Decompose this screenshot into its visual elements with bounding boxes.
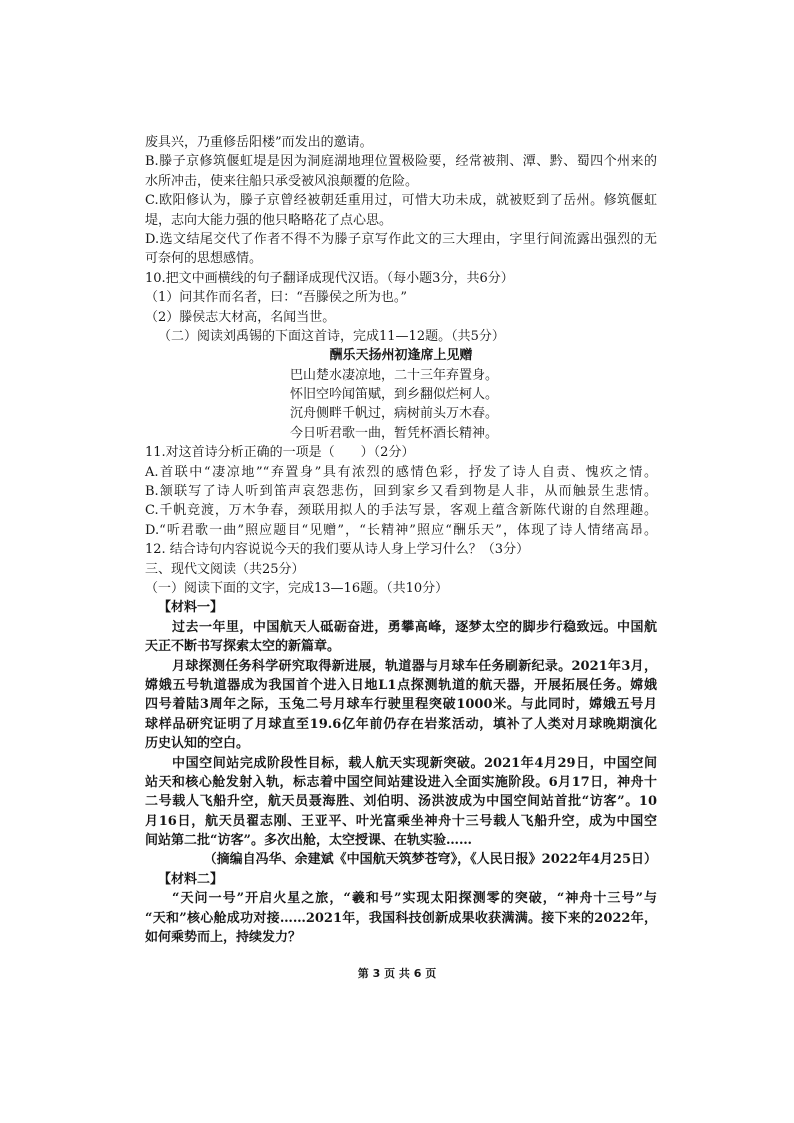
q9-option-d-line: D.选文结尾交代了作者不得不为滕子京写作此文的三大理由，字里行间流露出强烈的无 xyxy=(145,231,657,247)
q9-option-c-line: 堤，志向大能力强的他只略略花了点心思。 xyxy=(145,212,393,228)
q9-option-a-continuation: 废具兴，乃重修岳阳楼”而发出的邀请。 xyxy=(145,135,373,150)
q11-option-c: C.千帆竞渡，万木争春，颈联用拟人的手法写景，客观上蕴含新陈代谢的自然理趣。 xyxy=(145,503,657,519)
material1-p3-line: 中国空间站完成阶段性目标，载人航天实现新突破。2021年4月29日，中国空间 xyxy=(172,755,657,771)
part3-heading: 三、现代文阅读（共25分） xyxy=(145,561,305,577)
poem-line: 沉舟侧畔千帆过，病树前头万木春。 xyxy=(290,406,499,422)
material1-p1-line: 天正不断书写探索太空的新篇章。 xyxy=(145,639,341,655)
material1-p2-line: 月球探测任务科学研究取得新进展，轨道器与月球车任务刷新纪录。2021年3月， xyxy=(172,658,657,674)
part3-subheading: （一）阅读下面的文字，完成13—16题。（共10分） xyxy=(145,580,449,596)
material1-label: 【材料一】 xyxy=(158,600,224,616)
q11-option-d: D.“听君歌一曲”照应题目“见赠”，“长精神”照应“酬乐天”，体现了诗人情绪高昂。 xyxy=(145,522,657,538)
material2-label: 【材料二】 xyxy=(158,871,224,887)
material1-p3-line: 月16日，航天员翟志刚、王亚平、叶光富乘坐神舟十三号载人飞船升空，成为中国空 xyxy=(145,813,657,829)
material1-p3-line: 间站第二批“访客”。多次出舱，太空授课、在轨实验…… xyxy=(145,833,472,849)
material2-p1-line: 如何乘势而上，持续发力？ xyxy=(145,930,302,946)
material1-p2-line: 历史认知的空白。 xyxy=(145,736,250,752)
q11-option-a: A.首联中“凄凉地”“弃置身”具有浓烈的感情色彩，抒发了诗人自责、愧疚之情。 xyxy=(145,464,657,480)
q11-option-b: B.颔联写了诗人听到笛声哀怨悲伤，回到家乡又看到物是人非，从而触景生悲情。 xyxy=(145,484,657,500)
material1-p2-line: 嫦娥五号轨道器成为我国首个进入日地L1点探测轨道的航天器，开展拓展任务。嫦娥 xyxy=(145,677,657,693)
material2-p1-line: “天和”核心舱成功对接……2021年，我国科技创新成果收获满满。接下来的2022年， xyxy=(145,910,657,926)
q11-stem: 11.对这首诗分析正确的一项是（ ）（2分） xyxy=(145,445,415,461)
material1-source: （摘编自冯华、余建斌《中国航天筑梦苍穹》，《人民日报》2022年4月25日） xyxy=(203,852,657,868)
material2-p1-line: “天问一号”开启火星之旅，“羲和号”实现太阳探测零的突破，“神舟十三号”与 xyxy=(172,891,657,907)
q10-subquestion-1: （1）问其作而名者，曰：“吾滕侯之所为也。” xyxy=(145,290,408,306)
q9-option-b-line: B.滕子京修筑偃虹堤是因为洞庭湖地理位置极险要，经常被荆、潭、黔、蜀四个州来的 xyxy=(145,154,657,170)
page-body xyxy=(145,133,657,947)
q9-option-d-line: 可奈何的思想感情。 xyxy=(145,251,263,267)
poem-title: 酬乐天扬州初逢席上见赠 xyxy=(329,348,473,364)
q10-stem: 10.把文中画横线的句子翻译成现代汉语。（每小题3分，共6分） xyxy=(145,270,514,286)
q9-option-c-line: C.欧阳修认为，滕子京曾经被朝廷重用过，可惜大功未成，就被贬到了岳州。修筑偃虹 xyxy=(145,193,657,209)
section2-heading: （二）阅读刘禹锡的下面这首诗，完成11—12题。（共5分） xyxy=(158,328,505,344)
q10-subquestion-2: （2）滕侯志大材高，名闻当世。 xyxy=(145,309,336,325)
material1-p2-line: 四号着陆3周年之际，玉兔二号月球车行驶里程突破1000米。与此同时，嫦娥五号月 xyxy=(145,697,657,713)
poem-line: 今日听君歌一曲，暂凭杯酒长精神。 xyxy=(290,425,499,441)
poem-line: 巴山楚水凄凉地，二十三年弃置身。 xyxy=(290,367,499,383)
q9-option-b-line: 水所冲击，使来往船只承受被风浪颠覆的危险。 xyxy=(145,173,419,189)
material1-p1-line: 过去一年里，中国航天人砥砺奋进，勇攀高峰，逐梦太空的脚步行稳致远。中国航 xyxy=(172,619,657,635)
material1-p3-line: 站天和核心舱发射入轨，标志着中国空间站建设进入全面实施阶段。6月17日，神舟十 xyxy=(145,774,657,790)
poem-line: 怀旧空吟闻笛赋，到乡翻似烂柯人。 xyxy=(290,387,499,403)
material1-p3-line: 二号载人飞船升空，航天员聂海胜、刘伯明、汤洪波成为中国空间站首批“访客”。10 xyxy=(145,794,657,810)
q12-stem: 12. 结合诗句内容说说今天的我们要从诗人身上学习什么？（3分） xyxy=(145,542,530,558)
material1-p2-line: 球样品研究证明了月球直至19.6亿年前仍存在岩浆活动，填补了人类对月球晚期演化 xyxy=(145,716,657,732)
page-number-footer: 第 3 页 共 6 页 xyxy=(357,967,437,980)
